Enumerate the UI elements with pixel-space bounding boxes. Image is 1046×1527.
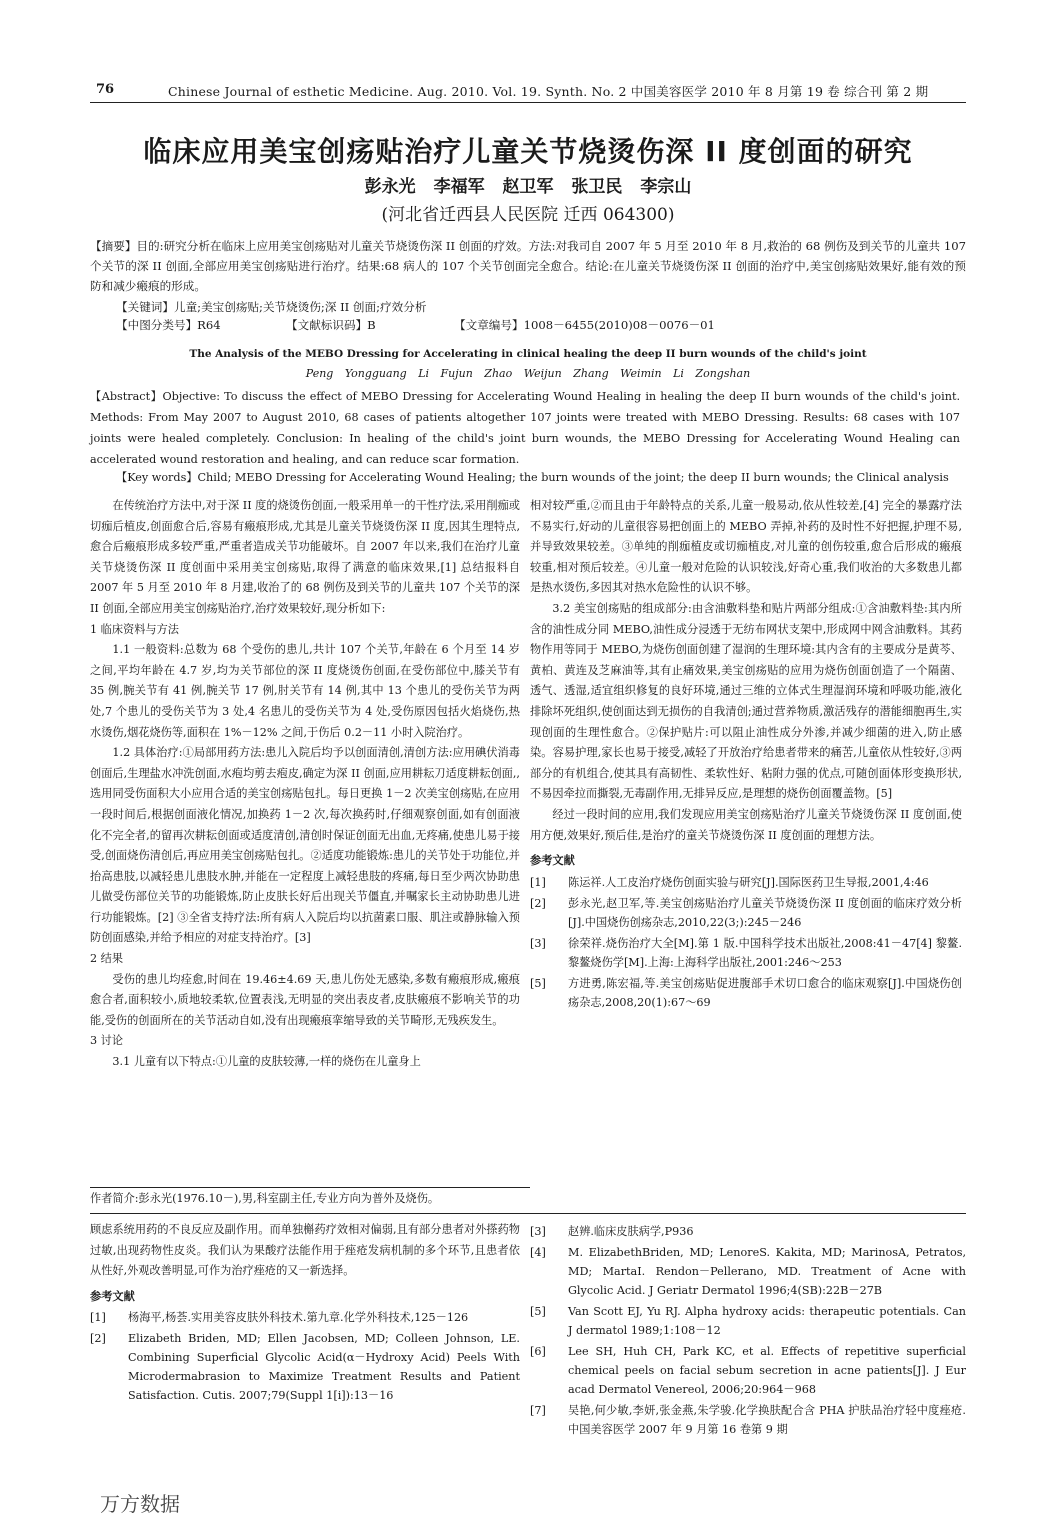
reference-number: [4] [530,1246,546,1259]
results-paragraph: 受伤的患儿均痊愈,时间在 19.46±4.69 天,患儿伤处无感染,多数有瘢痕形成,瘢痕愈合者,面积较小,质地较柔软,位置表浅,无明显的突出表皮者,皮肤瘢痕不影响关节的功能,受伤的创面所在的关节活动自如,没有出现瘢痕挛缩导致的关节畸形,无残疾发生。 [90,972,520,1027]
references-heading: 参考文献 [530,853,575,868]
paragraph-3-1-continued: 相对较严重,②而且由于年龄特点的关系,儿童一般易动,依从性较差,[4] 完全的暴露疗法不易实行,好动的儿童很容易把创面上的 MEBO 弄掉,补药的及时性不好把握,护理不易,并导致效果较差。③单纯的削痂植皮或切痂植皮,对儿童的创伤较重,愈合后形成的瘢痕较重,相对预后较差。④儿童一般对危险的认识较浅,好奇心重,我们收治的大多数患儿都是热水烫伤,多因其对热水危险性的认识不够。 [530,499,962,595]
reference-item [530,1342,966,1399]
reference-text: 陈运祥.人工皮治疗烧伤创面实验与研究[J].国际医药卫生导报,2001,4:46 [568,875,929,889]
reference-text: Van Scott EJ, Yu RJ. Alpha hydroxy acids: therapeutic potentials. Can J dermatol 1989;1:108－12 [568,1305,966,1337]
conclusion-paragraph: 经过一段时间的应用,我们发现应用美宝创疡贴治疗儿童关节烧烫伤深 II 度创面,使用方便,效果好,预后佳,是治疗的童关节烧烫伤深 II 度创面的理想方法。 [530,807,962,842]
authors-en: Peng Yongguang Li Fujun Zhao Weijun Zhang Weimin Li Zongshan [305,367,751,380]
reference-number: [7] [530,1404,546,1417]
reference-number: [2] [90,1332,106,1346]
reference-number: [5] [530,1305,546,1318]
abstract-en: 【Abstract】Objective: To discuss the effect of MEBO Dressing for Accelerating Wound Healing in healing the deep II burn wounds of the child's joint. Methods: From May 2007 to August 2010, 68 cases of patients altogether 107 joints were treated with MEBO Dressing. Results: 68 cases with 107 joints were healed completely. Conclusion: In healing of the child's joint burn wounds, the MEBO Dressing for Accelerating Wound Healing can accelerated wound restoration and healing, and can reduce scar formation. [90,390,960,466]
reference-item [530,1401,966,1439]
header-rule [90,102,966,103]
reference-item [530,1222,966,1241]
keywords-en: 【Key words】Child; MEBO Dressing for Accelerating Wound Healing; the burn wounds of the joint; the deep II burn wounds; the Clinical analysis [116,471,949,484]
reference-number: [2] [530,896,546,910]
document-code: 【文献标识码】B [286,318,376,332]
lower-references-heading: 参考文献 [90,1288,135,1303]
keywords-zh: 【关键词】儿童;美宝创疡贴;关节烧烫伤;深 II 创面;疗效分析 [116,300,427,314]
reference-number: [1] [90,1311,106,1325]
reference-text: Elizabeth Briden, MD; Ellen Jacobsen, MD; Colleen Johnson, LE. Combining Superficial Glycolic Acid(α－Hydroxy Acid) Peels With Microdermabrasion to Maximize Treatment Results and Patient Satisfaction. Cutis. 2007;79(Suppl 1[i]):13－16 [128,1332,520,1403]
reference-text: 赵辨.临床皮肤病学,P936 [568,1225,694,1238]
article-number: 【文章编号】1008－6455(2010)08－0076－01 [454,318,715,332]
reference-number: [3] [530,1225,546,1238]
reference-item [90,1308,520,1327]
reference-item [530,934,962,972]
abstract-zh: 【摘要】目的:研究分析在临床上应用美宝创疡贴对儿童关节烧烫伤深 II 创面的疗效。方法:对我司自 2007 年 5 月至 2010 年 8 月,救治的 68 例伤及到关节的儿童共 107 个关节的深 II 创面,全部应用美宝创疡贴进行治疗。结果:68 病人的 107 个关节创面完全愈合。结论:在儿童关节烧烫伤深 II 创面的治疗中,美宝创疡贴效果好,能有效的预防和减少瘢痕的形成。 [90,239,966,293]
reference-number: [1] [530,875,546,889]
intro-paragraph: 在传统治疗方法中,对于深 II 度的烧烫伤创面,一般采用单一的干性疗法,采用削痂或切痂后植皮,创面愈合后,容易有瘢痕形成,尤其是儿童关节烧烫伤深 II 度,因其生理特点,愈合后瘢痕形成多较严重,严重者造成关节功能破坏。自 2007 年以来,我们在治疗儿童关节烧烫伤深 II 度创面中采用美宝创疡贴,取得了满意的临床效果,[1] 总结报料自 2007 年 5 月至 2010 年 8 月建,收治了的 68 例伤及到关节的儿童共 107 个关节的深 II 创面,全部应用美宝创疡贴治疗,治疗效果较好,现分析如下: [90,499,520,615]
reference-number: [6] [530,1345,546,1358]
reference-item [90,1329,520,1405]
page-number: 76 [96,82,115,97]
section-heading-2: 2 结果 [90,952,124,966]
reference-number: [5] [530,976,546,990]
lower-paragraph: 顾虑系统用药的不良反应及副作用。而单独槲药疗效相对偏弱,且有部分患者对外搽药物过敏,出现药物性皮炎。我们认为果酸疗法能作用于痤疮发病机制的多个环节,且患者依从性好,外观改善明显,可作为治疗痤疮的又一新选择。 [90,1223,520,1278]
reference-item [530,974,962,1012]
reference-text: 彭永光,赵卫军,等.美宝创疡贴治疗儿童关节烧烫伤深 II 度创面的临床疗效分析[J].中国烧伤创疡杂志,2010,22(3;):245－246 [568,896,962,929]
running-head [96,80,976,102]
reference-text: 方进勇,陈宏福,等.美宝创疡贴促进腹部手术切口愈合的临床观察[J].中国烧伤创疡杂志,2008,20(1):67～69 [568,976,962,1009]
paragraph-3-2: 3.2 美宝创疡贴的组成部分:由含油敷料垫和贴片两部分组成:①含油敷料垫:其内所含的油性成分同 MEBO,油性成分浸透于无纺布网状支架中,形成网中网含油敷料。其药物作用等同于 MEBO,为烧伤创面创建了湿润的生理环境:其内含有的主要成分是黄芩、黄柏、黄连及芝麻油等,其有止痛效果,美宝创疡贴的应用为烧伤创面创造了一个隔菌、透气、透湿,适宜组织修复的良好环境,通过三维的立体式生理湿润环境和呼吸功能,液化排除坏死组织,使创面达到无损伤的自我清创;通过营养物质,激活残存的潜能细胞再生,实现创面的生理性愈合。②保护贴片:可以阻止油性成分外渗,并减少细菌的进入,防止感染。容易护理,家长也易于接受,减轻了开放治疗给患者带来的痛苦,儿童依从性较好,③两部分的有机组合,使其具有高韧性、柔软性好、粘附力强的优点,可随创面体形变换形状,不易因牵拉而撕裂,无毒副作用,无排异反应,是理想的烧伤创面覆盖物。[5] [530,601,962,801]
classification-row [116,317,966,337]
reference-item [530,873,962,892]
body-column-right [530,496,962,1012]
reference-text: 吴艳,何少敏,李妍,张金燕,朱学骏.化学换肤配合含 PHA 护肤品治疗轻中度痤疮.中国美容医学 2007 年 9 月第 16 卷第 9 期 [568,1404,966,1436]
body-column-left [90,496,520,1073]
clc-number: 【中图分类号】R64 [116,318,221,332]
wanfang-watermark: 万方数据 [100,1492,180,1516]
lower-column-right [530,1220,966,1439]
article-title: 临床应用美宝创疡贴治疗儿童关节烧烫伤深 II 度创面的研究 [143,135,913,168]
paragraph-1-1: 1.1 一般资料:总数为 68 个受伤的患儿,共计 107 个关节,年龄在 6 个月至 14 岁之间,平均年龄在 4.7 岁,均为关节部位的深 II 度烧烫伤创面,在受伤部位中,膝关节有 35 例,腕关节有 41 例,腕关节 17 例,肘关节有 14 例,其中 13 个患儿的受伤关节为两处,7 个患儿的受伤关节为 3 处,4 名患儿的受伤关节为 4 处,受伤原因包括火焰烧伤,热水烫伤,烟花烧伤等,面积在 1%－12% 之间,于伤后 0.2－11 小时入院治疗。 [90,643,520,739]
paragraph-1-2: 1.2 具体治疗:①局部用药方法:患儿入院后均予以创面清创,清创方法:应用碘伏消毒创面后,生理盐水冲洗创面,水疱均剪去疱皮,确定为深 II 创面,应用耕耘刀适度耕耘创面,,选用同受伤面积大小应用合适的美宝创疡贴包扎。每日更换 1－2 次美宝创疡贴,在应用一段时间后,根据创面液化情况,加换药 1－2 次,每次换药时,仔细观察创面,如有创面液化不完全者,的留再次耕耘创面或适度清创,清创时保证创面无出血,无疼痛,使患儿易于接受,创面烧伤清创后,再应用美宝创疡贴包扎。②适度功能锻炼:患儿的关节处于功能位,并抬高患肢,以减轻患儿患肢水肿,并能在一定程度上减轻患肢的疼痛,每日至少两次协助患儿做受伤部位关节的功能锻炼,防止皮肤长好后出现关节僵直,并嘱家长主动协助患儿进行功能锻炼。[2] ③全省支持疗法:所有病人入院后均以抗菌素口服、肌注或静脉输入预防创面感染,并给予相应的对症支持治疗。[3] [90,746,520,945]
reference-text: 杨海平,杨荟.实用美容皮肤外科技术.第九章.化学外科技术,125－126 [128,1311,469,1325]
reference-item [530,1243,966,1300]
paragraph-3-1: 3.1 儿童有以下特点:①儿童的皮肤较薄,一样的烧伤在儿童身上 [112,1055,421,1069]
reference-text: M. ElizabethBriden, MD; LenoreS. Kakita, MD; MarinosA, Petratos, MD; MartaI. Rendon－Pellerano, MD. Treatment of Acne with Glycolic Acid. J Geriatr Dermatol 1996;4(SB):22B－27B [568,1246,966,1297]
reference-item [530,1302,966,1340]
journal-citation: Chinese Journal of esthetic Medicine. Aug. 2010. Vol. 19. Synth. No. 2 中国美容医学 2010 年 8 月第 19 卷 综合刊 第 2 期 [168,84,929,99]
section-heading-1: 1 临床资料与方法 [90,622,179,636]
title-en: The Analysis of the MEBO Dressing for Accelerating in clinical healing the deep II burn wounds of the child's joint [189,348,867,360]
footnote-rule [90,1187,530,1188]
author-bio: 作者简介:彭永光(1976.10－),男,科室副主任,专业方向为普外及烧伤。 [90,1192,440,1205]
lower-column-left [90,1220,520,1405]
author-list: 彭永光 李福军 赵卫军 张卫民 李宗山 [364,177,692,197]
reference-number: [3] [530,936,546,950]
reference-item [530,894,962,932]
reference-text: 徐荣祥.烧伤治疗大全[M].第 1 版.中国科学技术出版社,2008:41－47[4] 黎鳌.黎鳌烧伤学[M].上海:上海科学出版社,2001:246～253 [568,936,962,969]
reference-text: Lee SH, Huh CH, Park KC, et al. Effects of repetitive superficial chemical peels on facial sebum secretion in acne patients[J]. J Eur acad Dermatol Venereol, 2006;20:964－968 [568,1345,966,1396]
affiliation: (河北省迁西县人民医院 迁西 064300) [381,205,675,225]
section-heading-3: 3 讨论 [90,1034,124,1048]
article-separator [90,1213,966,1214]
